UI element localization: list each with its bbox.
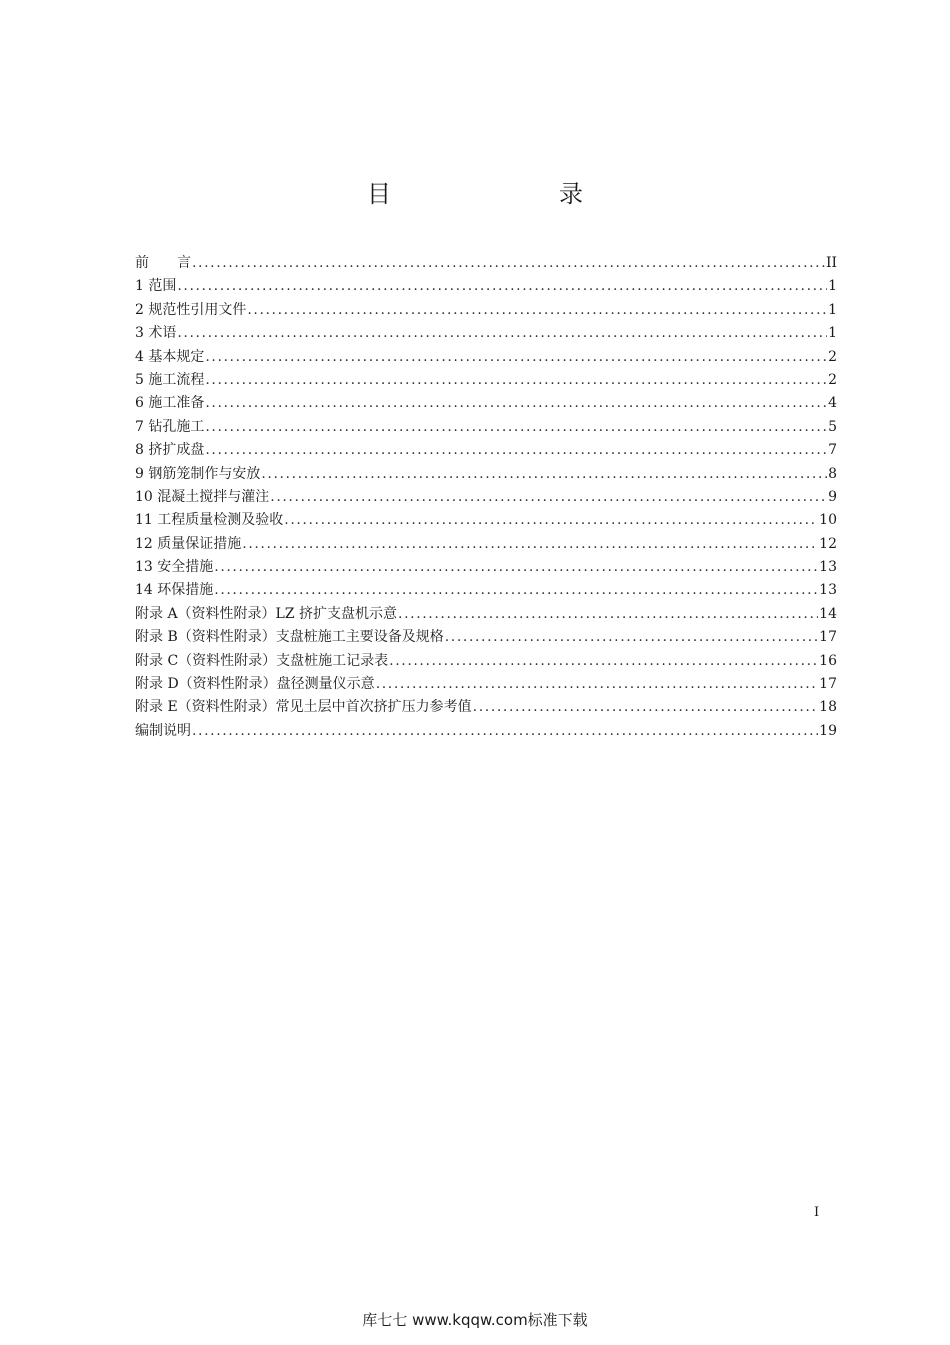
- toc-entry-page: 16: [819, 652, 837, 669]
- toc-leader-dots: [177, 278, 827, 294]
- toc-leader-dots: [214, 582, 818, 598]
- toc-entry-label: 3 术语: [135, 325, 177, 342]
- toc-entry-page: 2: [828, 371, 837, 388]
- toc-leader-dots: [389, 653, 818, 669]
- toc-entry-label: 5 施工流程: [135, 371, 205, 388]
- toc-leader-dots: [270, 489, 827, 505]
- toc-entry-page: 18: [819, 699, 837, 716]
- toc-entry[interactable]: [135, 673, 837, 696]
- toc-leader-dots: [205, 395, 827, 411]
- toc-entry[interactable]: [135, 603, 837, 626]
- toc-leader-dots: [205, 419, 827, 435]
- toc-entry-page: 10: [819, 512, 837, 529]
- toc-entry-label: 14 环保措施: [135, 582, 214, 599]
- toc-entry[interactable]: [135, 579, 837, 602]
- toc-entry[interactable]: [135, 486, 837, 509]
- toc-entry[interactable]: [135, 463, 837, 486]
- toc-leader-dots: [177, 325, 827, 341]
- toc-entry-page: 7: [828, 442, 837, 459]
- toc-entry[interactable]: [135, 650, 837, 673]
- toc-entry-label: 7 钻孔施工: [135, 418, 205, 435]
- toc-entry[interactable]: [135, 720, 837, 743]
- toc-entry-page: 19: [819, 722, 837, 739]
- toc-leader-dots: [205, 442, 827, 458]
- toc-entry-label: 前 言: [135, 255, 191, 271]
- toc-leader-dots: [205, 372, 827, 388]
- toc-entry[interactable]: [135, 416, 837, 439]
- toc-entry-label: 8 挤扩成盘: [135, 442, 205, 459]
- toc-entry-page: 1: [828, 278, 837, 295]
- toc-entry-page: 1: [828, 325, 837, 342]
- toc-entry[interactable]: [135, 626, 837, 649]
- toc-entry-label: 10 混凝土搅拌与灌注: [135, 488, 270, 505]
- page-number: I: [814, 1205, 820, 1220]
- toc-entry-label: 编制说明: [135, 722, 191, 739]
- toc-entry-page: 14: [819, 605, 837, 622]
- toc-entry-page: 13: [819, 582, 837, 599]
- toc-entry-page: 2: [828, 348, 837, 365]
- toc-entry-page: 17: [819, 676, 837, 693]
- toc-entry-page: 9: [828, 488, 837, 505]
- toc-entry-page: 1: [828, 301, 837, 318]
- toc-leader-dots: [192, 255, 825, 271]
- toc-entry-label: 1 范围: [135, 278, 177, 295]
- toc-entry-page: 17: [819, 629, 837, 646]
- toc-entry-label: 附录 D（资料性附录）盘径测量仪示意: [135, 676, 375, 693]
- page-title: 目 录: [367, 180, 623, 208]
- toc-leader-dots: [261, 466, 827, 482]
- toc-entry-page: 8: [828, 465, 837, 482]
- toc-entry-label: 2 规范性引用文件: [135, 301, 247, 318]
- toc-leader-dots: [214, 559, 818, 575]
- toc-entry-page: II: [825, 255, 837, 271]
- toc-entry-label: 附录 E（资料性附录）常见土层中首次挤扩压力参考值: [135, 699, 472, 716]
- toc-entry[interactable]: [135, 275, 837, 298]
- toc-leader-dots: [445, 629, 818, 645]
- toc-entry[interactable]: [135, 696, 837, 719]
- toc-entry-label: 附录 A（资料性附录）LZ 挤扩支盘机示意: [135, 605, 398, 622]
- toc-entry-label: 4 基本规定: [135, 348, 205, 365]
- toc-leader-dots: [376, 676, 818, 692]
- toc-entry-label: 附录 B（资料性附录）支盘桩施工主要设备及规格: [135, 629, 444, 646]
- toc-leader-dots: [398, 606, 818, 622]
- toc-entry[interactable]: [135, 533, 837, 556]
- toc-leader-dots: [247, 302, 827, 318]
- toc-entry[interactable]: [135, 556, 837, 579]
- toc-entry-page: 4: [828, 395, 837, 412]
- toc-entry[interactable]: [135, 369, 837, 392]
- table-of-contents: [135, 252, 837, 743]
- toc-entry[interactable]: [135, 322, 837, 345]
- toc-entry[interactable]: [135, 299, 837, 322]
- toc-entry[interactable]: [135, 509, 837, 532]
- toc-entry-page: 13: [819, 559, 837, 576]
- toc-leader-dots: [473, 699, 819, 715]
- toc-entry-label: 9 钢筋笼制作与安放: [135, 465, 261, 482]
- toc-entry-label: 附录 C（资料性附录）支盘桩施工记录表: [135, 652, 389, 669]
- toc-leader-dots: [242, 536, 818, 552]
- toc-leader-dots: [192, 723, 818, 739]
- toc-entry-page: 12: [819, 535, 837, 552]
- toc-entry-label: 12 质量保证措施: [135, 535, 242, 552]
- toc-entry-page: 5: [828, 418, 837, 435]
- footer-watermark: 库七七 www.kqqw.com标准下载: [362, 1311, 588, 1329]
- toc-entry[interactable]: [135, 392, 837, 415]
- toc-entry-label: 11 工程质量检测及验收: [135, 512, 284, 529]
- toc-leader-dots: [284, 512, 818, 528]
- toc-entry[interactable]: [135, 439, 837, 462]
- toc-entry[interactable]: [135, 346, 837, 369]
- toc-entry[interactable]: [135, 252, 837, 275]
- toc-leader-dots: [205, 349, 827, 365]
- toc-entry-label: 6 施工准备: [135, 395, 205, 412]
- toc-entry-label: 13 安全措施: [135, 559, 214, 576]
